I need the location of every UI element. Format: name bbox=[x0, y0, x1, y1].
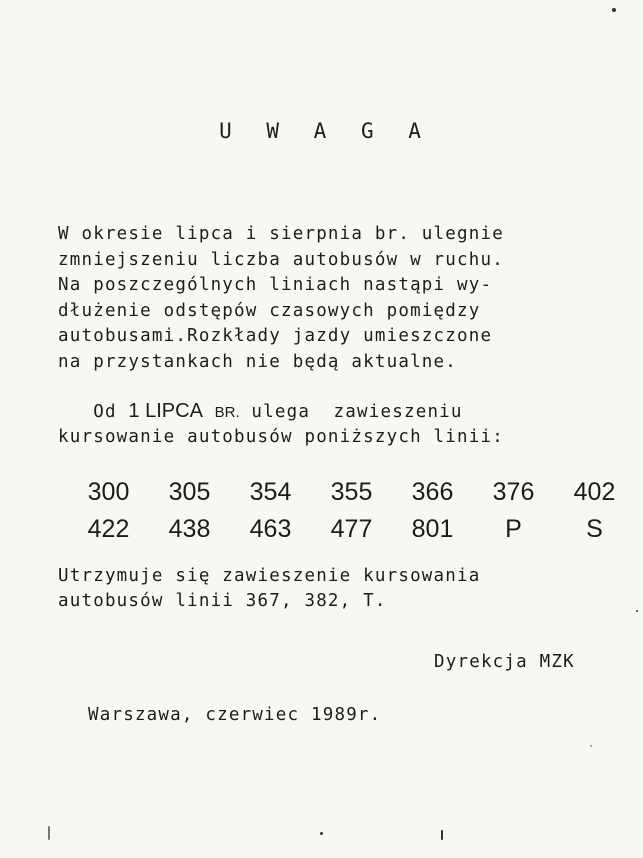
bus-line-number: 422 bbox=[87, 515, 130, 543]
signature: Dyrekcja MZK bbox=[434, 652, 575, 672]
paragraph-summer-reduction bbox=[58, 222, 643, 375]
text-line: autobusów linii 367, 382, T. bbox=[58, 591, 387, 611]
paragraph-suspension bbox=[58, 399, 643, 450]
paper-speck bbox=[48, 826, 50, 840]
text-line: dłużenie odstępów czasowych pomiędzy bbox=[58, 300, 481, 321]
suspension-date: 1 LIPCA bbox=[128, 400, 203, 422]
bus-line-number: 366 bbox=[411, 478, 454, 506]
bus-line-number: 463 bbox=[249, 515, 292, 543]
bus-line-number: 801 bbox=[411, 515, 454, 543]
paper-speck bbox=[636, 610, 638, 612]
text-line: kursowanie autobusów poniższych linii: bbox=[58, 427, 504, 447]
suspension-date-br: BR. bbox=[214, 404, 240, 421]
text-lead: Od bbox=[58, 402, 129, 422]
text-line: Na poszczególnych liniach nastąpi wy- bbox=[58, 275, 493, 295]
paper-speck bbox=[612, 8, 616, 12]
bus-lines-row bbox=[68, 511, 643, 548]
place-and-date: Warszawa, czerwiec 1989r. bbox=[88, 705, 382, 725]
text-line: zmniejszeniu liczba autobusów w ruchu. bbox=[58, 249, 504, 270]
bus-line-number: 355 bbox=[330, 478, 373, 506]
bus-line-number: 305 bbox=[168, 478, 211, 506]
bus-line-number: 402 bbox=[573, 478, 616, 506]
suspended-bus-lines bbox=[68, 474, 643, 548]
bus-line-number: 354 bbox=[249, 478, 292, 506]
paper-speck bbox=[441, 830, 443, 840]
bus-lines-row bbox=[68, 474, 643, 511]
text-line: Utrzymuje się zawieszenie kursowania bbox=[58, 566, 481, 586]
bus-line-number: P bbox=[505, 515, 522, 543]
paragraph-continued-suspension bbox=[58, 564, 643, 614]
bus-line-number: 376 bbox=[492, 478, 535, 506]
text-rest: ulega zawieszeniu bbox=[239, 402, 463, 422]
paper-speck bbox=[320, 832, 323, 835]
text-line: na przystankach nie będą aktualne. bbox=[58, 351, 458, 372]
bus-line-number: S bbox=[586, 515, 603, 543]
bus-line-number: 477 bbox=[330, 515, 373, 543]
bus-line-number: 438 bbox=[168, 515, 211, 543]
paper-speck bbox=[590, 745, 592, 747]
notice-title: U W A G A bbox=[219, 119, 432, 143]
text-line bbox=[58, 399, 643, 425]
text-line: autobusami.Rozkłady jazdy umieszczone bbox=[58, 326, 493, 346]
text-line: W okresie lipca i sierpnia br. ulegnie bbox=[58, 224, 504, 244]
bus-line-number: 300 bbox=[87, 478, 130, 506]
